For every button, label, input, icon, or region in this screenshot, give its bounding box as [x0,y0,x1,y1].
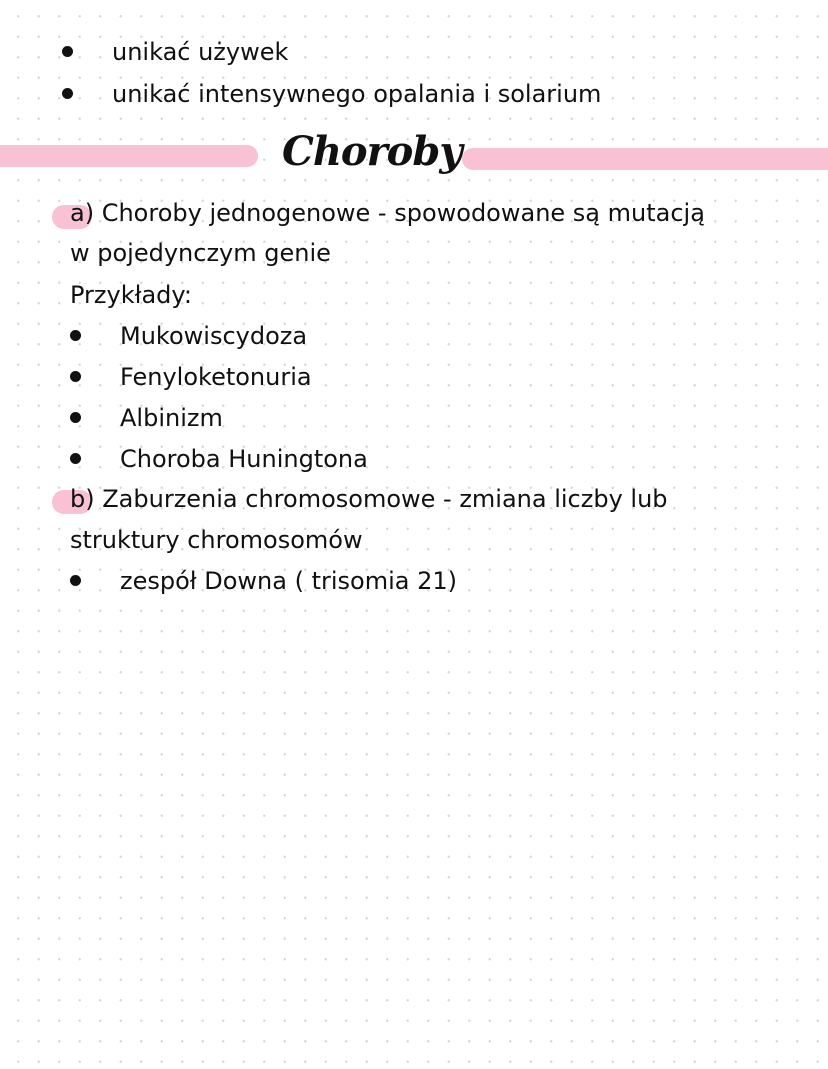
bullet-icon [70,371,81,382]
list-item: unikać używek [112,38,289,66]
section-a-heading: a) Choroby jednogenowe - spowodowane są mutacją [70,199,705,227]
bullet-icon [62,88,73,99]
section-a-text: w pojedynczym genie [70,239,331,267]
bullet-icon [62,46,73,57]
title-divider-right [462,148,828,170]
list-item: Mukowiscydoza [120,322,308,350]
list-item: Fenyloketonuria [120,363,312,391]
bullet-icon [70,453,81,464]
list-item: zespół Downa ( trisomia 21) [120,567,457,595]
list-item: unikać intensywnego opalania i solarium [112,80,602,108]
bullet-icon [70,412,81,423]
bullet-icon [70,330,81,341]
examples-label: Przykłady: [70,281,192,309]
section-b-heading: b) Zaburzenia chromosomowe - zmiana liczby lub [70,485,668,513]
section-b-text: struktury chromosomów [70,526,363,554]
list-item: Choroba Huningtona [120,445,368,473]
section-title: Choroby [282,128,462,175]
list-item: Albinizm [120,404,223,432]
title-divider-left [0,145,258,167]
bullet-icon [70,575,81,586]
